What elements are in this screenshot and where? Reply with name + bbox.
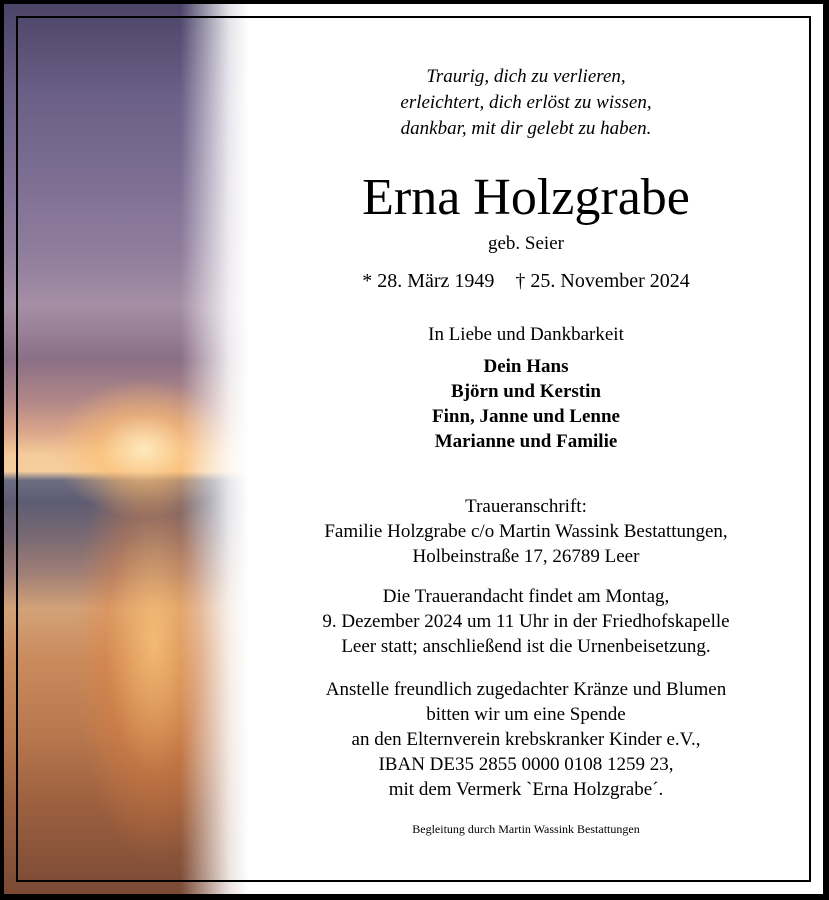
verse-line: dankbar, mit dir gelebt zu haben. xyxy=(400,118,652,139)
donation-request xyxy=(229,677,823,802)
donation-line: an den Elternverein krebskranker Kinder e.V., xyxy=(351,729,701,750)
mourner-line: Björn und Kerstin xyxy=(451,381,601,402)
verse-line: erleichtert, dich erlöst zu wissen, xyxy=(400,92,652,113)
life-dates xyxy=(229,270,823,293)
mourner-line: Finn, Janne und Lenne xyxy=(432,406,620,427)
sunset-beach-photo xyxy=(4,4,249,894)
mourners-list xyxy=(229,354,823,454)
service-info xyxy=(229,584,823,659)
donation-line: IBAN DE35 2855 0000 0108 1259 23, xyxy=(378,754,674,775)
obituary-card xyxy=(4,4,823,894)
donation-line: mit dem Vermerk `Erna Holzgrabe´. xyxy=(388,779,664,800)
memorial-verse xyxy=(229,64,823,142)
service-line: Die Trauerandacht findet am Montag, xyxy=(382,586,670,607)
address-line: Holbeinstraße 17, 26789 Leer xyxy=(412,546,640,567)
funeral-home-credit: Begleitung durch Martin Wassink Bestattungen xyxy=(412,822,640,836)
deceased-name: Erna Holzgrabe xyxy=(362,169,690,226)
death-date: † 25. November 2024 xyxy=(515,270,690,292)
donation-line: Anstelle freundlich zugedachter Kränze und Blumen xyxy=(325,679,727,700)
mourner-line: Dein Hans xyxy=(483,356,569,377)
service-line: 9. Dezember 2024 um 11 Uhr in der Friedhofskapelle xyxy=(322,611,730,632)
service-line: Leer statt; anschließend ist die Urnenbeisetzung. xyxy=(341,636,711,657)
birth-name: geb. Seier xyxy=(488,233,564,254)
verse-line: Traurig, dich zu verlieren, xyxy=(426,66,626,87)
mourner-line: Marianne und Familie xyxy=(434,431,618,452)
donation-line: bitten wir um eine Spende xyxy=(426,704,626,725)
mourning-address xyxy=(229,494,823,569)
address-line: Familie Holzgrabe c/o Martin Wassink Bestattungen, xyxy=(324,521,728,542)
birth-date: * 28. März 1949 xyxy=(362,270,495,292)
mourners-intro: In Liebe und Dankbarkeit xyxy=(428,324,624,345)
address-line: Traueranschrift: xyxy=(465,496,587,517)
